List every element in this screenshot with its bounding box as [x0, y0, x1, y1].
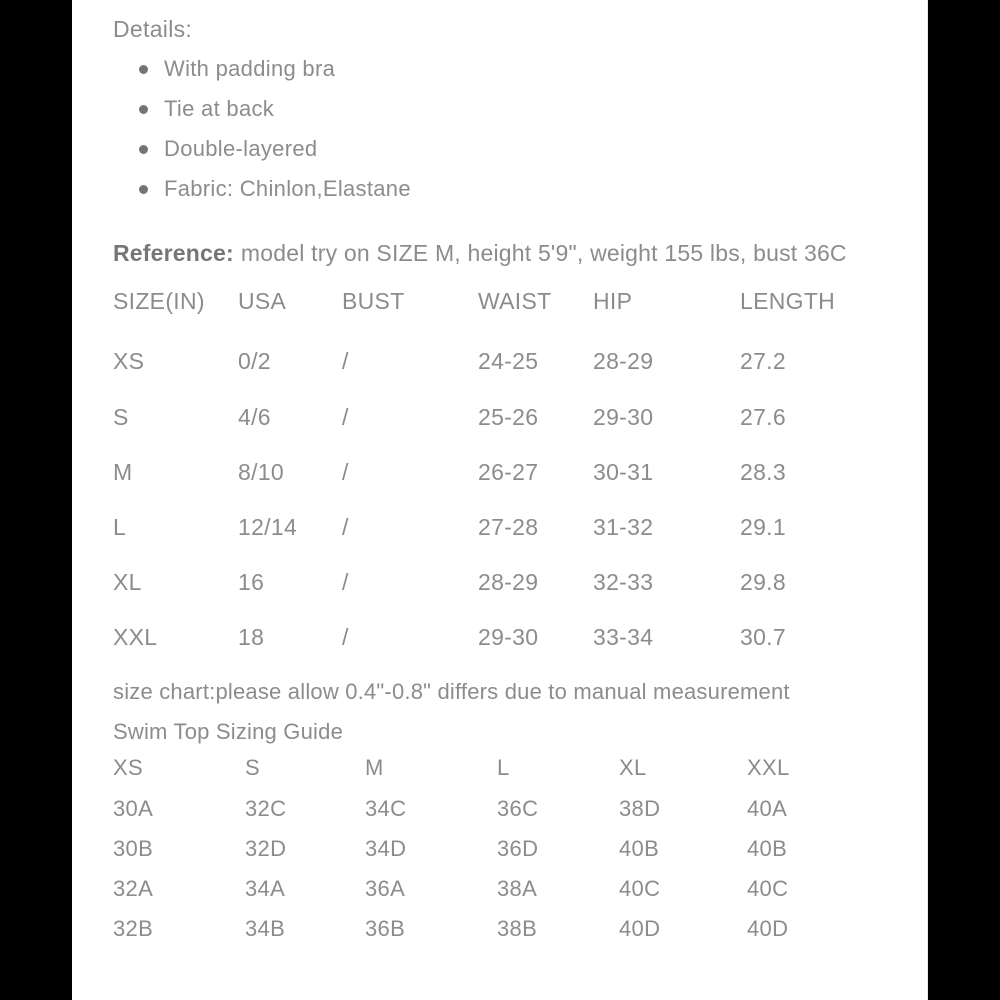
table-cell: 28-29: [593, 347, 654, 374]
table-cell: 27.2: [740, 347, 786, 374]
table-header-cell: XXL: [747, 755, 790, 780]
table-row: [113, 610, 927, 665]
table-cell: 29-30: [593, 404, 654, 430]
table-cell: L: [113, 514, 127, 540]
table-cell: 33-34: [593, 624, 654, 650]
table-cell: 40B: [619, 836, 660, 861]
table-cell: 34B: [245, 916, 286, 941]
table-cell: 40D: [747, 916, 789, 941]
table-cell: S: [113, 404, 129, 430]
table-header-cell: XS: [113, 755, 143, 780]
table-cell: 40B: [747, 836, 788, 861]
table-header-cell: HIP: [593, 287, 633, 314]
table-cell: 38B: [497, 916, 538, 941]
table-header-cell: USA: [238, 287, 287, 314]
table-cell: 27.6: [740, 404, 786, 430]
table-cell: /: [342, 347, 349, 374]
table-cell: 32A: [113, 876, 154, 901]
size-table-header-row: [113, 270, 927, 332]
table-row: [113, 909, 927, 949]
table-cell: 18: [238, 624, 265, 650]
table-cell: 32D: [245, 836, 287, 861]
sizing-guide-header-row: [113, 747, 927, 789]
table-row: [113, 332, 927, 390]
table-cell: 28.3: [740, 459, 786, 485]
table-header-cell: SIZE(IN): [113, 287, 205, 314]
bullet-dot-icon: [139, 185, 148, 194]
product-details-panel: [72, 0, 927, 1000]
table-cell: 38D: [619, 796, 661, 821]
table-cell: 28-29: [478, 569, 539, 595]
bullet-dot-icon: [139, 65, 148, 74]
table-cell: 31-32: [593, 514, 654, 540]
reference-line: [113, 240, 927, 267]
table-cell: 12/14: [238, 514, 298, 540]
table-cell: 40C: [747, 876, 789, 901]
table-header-cell: BUST: [342, 287, 405, 314]
swim-top-sizing-table: [113, 747, 927, 949]
table-cell: /: [342, 459, 349, 485]
table-cell: 36D: [497, 836, 539, 861]
table-cell: 30A: [113, 796, 154, 821]
table-cell: 25-26: [478, 404, 539, 430]
table-row: [113, 829, 927, 869]
detail-text: Tie at back: [164, 96, 275, 121]
table-cell: 29-30: [478, 624, 539, 650]
table-cell: 36B: [365, 916, 406, 941]
table-cell: 29.8: [740, 569, 786, 595]
table-row: [113, 390, 927, 445]
list-item: [113, 129, 927, 169]
table-header-cell: M: [365, 755, 384, 780]
table-header-cell: XL: [619, 755, 647, 780]
size-table: [113, 270, 927, 665]
table-cell: 32C: [245, 796, 287, 821]
table-cell: 26-27: [478, 459, 539, 485]
table-cell: /: [342, 514, 349, 540]
table-cell: 8/10: [238, 459, 284, 485]
bullet-dot-icon: [139, 145, 148, 154]
bullet-dot-icon: [139, 105, 148, 114]
table-row: [113, 445, 927, 500]
size-chart-note: size chart:please allow 0.4"-0.8" differs due to manual measurement: [113, 679, 790, 704]
details-list: [113, 49, 927, 209]
table-cell: 16: [238, 569, 265, 595]
list-item: [113, 49, 927, 89]
reference-text: model try on SIZE M, height 5'9", weight 155 lbs, bust 36C: [240, 240, 847, 266]
table-cell: 36C: [497, 796, 539, 821]
table-cell: XL: [113, 569, 142, 595]
list-item: [113, 89, 927, 129]
table-cell: /: [342, 569, 349, 595]
table-cell: XS: [113, 347, 145, 374]
sizing-guide-title: Swim Top Sizing Guide: [113, 719, 344, 744]
table-cell: 34A: [245, 876, 286, 901]
table-cell: 30.7: [740, 624, 786, 650]
table-cell: 4/6: [238, 404, 271, 430]
table-cell: 32B: [113, 916, 154, 941]
table-header-cell: WAIST: [478, 287, 552, 314]
table-cell: 34C: [365, 796, 407, 821]
table-cell: 27-28: [478, 514, 539, 540]
table-row: [113, 869, 927, 909]
table-cell: 30-31: [593, 459, 654, 485]
table-cell: 40C: [619, 876, 661, 901]
table-row: [113, 500, 927, 555]
detail-text: Double-layered: [164, 136, 318, 161]
table-cell: 24-25: [478, 347, 539, 374]
left-letterbox-bar: [0, 0, 72, 1000]
right-letterbox-bar: [927, 0, 1000, 1000]
details-heading: Details:: [113, 16, 193, 42]
detail-text: With padding bra: [164, 56, 336, 81]
table-cell: 0/2: [238, 347, 271, 374]
table-cell: 30B: [113, 836, 154, 861]
table-cell: 38A: [497, 876, 538, 901]
table-header-cell: S: [245, 755, 260, 780]
table-cell: M: [113, 459, 133, 485]
table-row: [113, 555, 927, 610]
table-cell: /: [342, 404, 349, 430]
table-cell: 29.1: [740, 514, 786, 540]
table-row: [113, 789, 927, 829]
list-item: [113, 169, 927, 209]
table-cell: XXL: [113, 624, 158, 650]
table-cell: 40A: [747, 796, 788, 821]
detail-text: Fabric: Chinlon,Elastane: [164, 176, 411, 201]
table-header-cell: L: [497, 755, 510, 780]
reference-label: Reference:: [113, 240, 234, 266]
table-cell: 40D: [619, 916, 661, 941]
table-cell: 32-33: [593, 569, 654, 595]
table-cell: 34D: [365, 836, 407, 861]
table-cell: /: [342, 624, 349, 650]
table-cell: 36A: [365, 876, 406, 901]
table-header-cell: LENGTH: [740, 287, 836, 314]
